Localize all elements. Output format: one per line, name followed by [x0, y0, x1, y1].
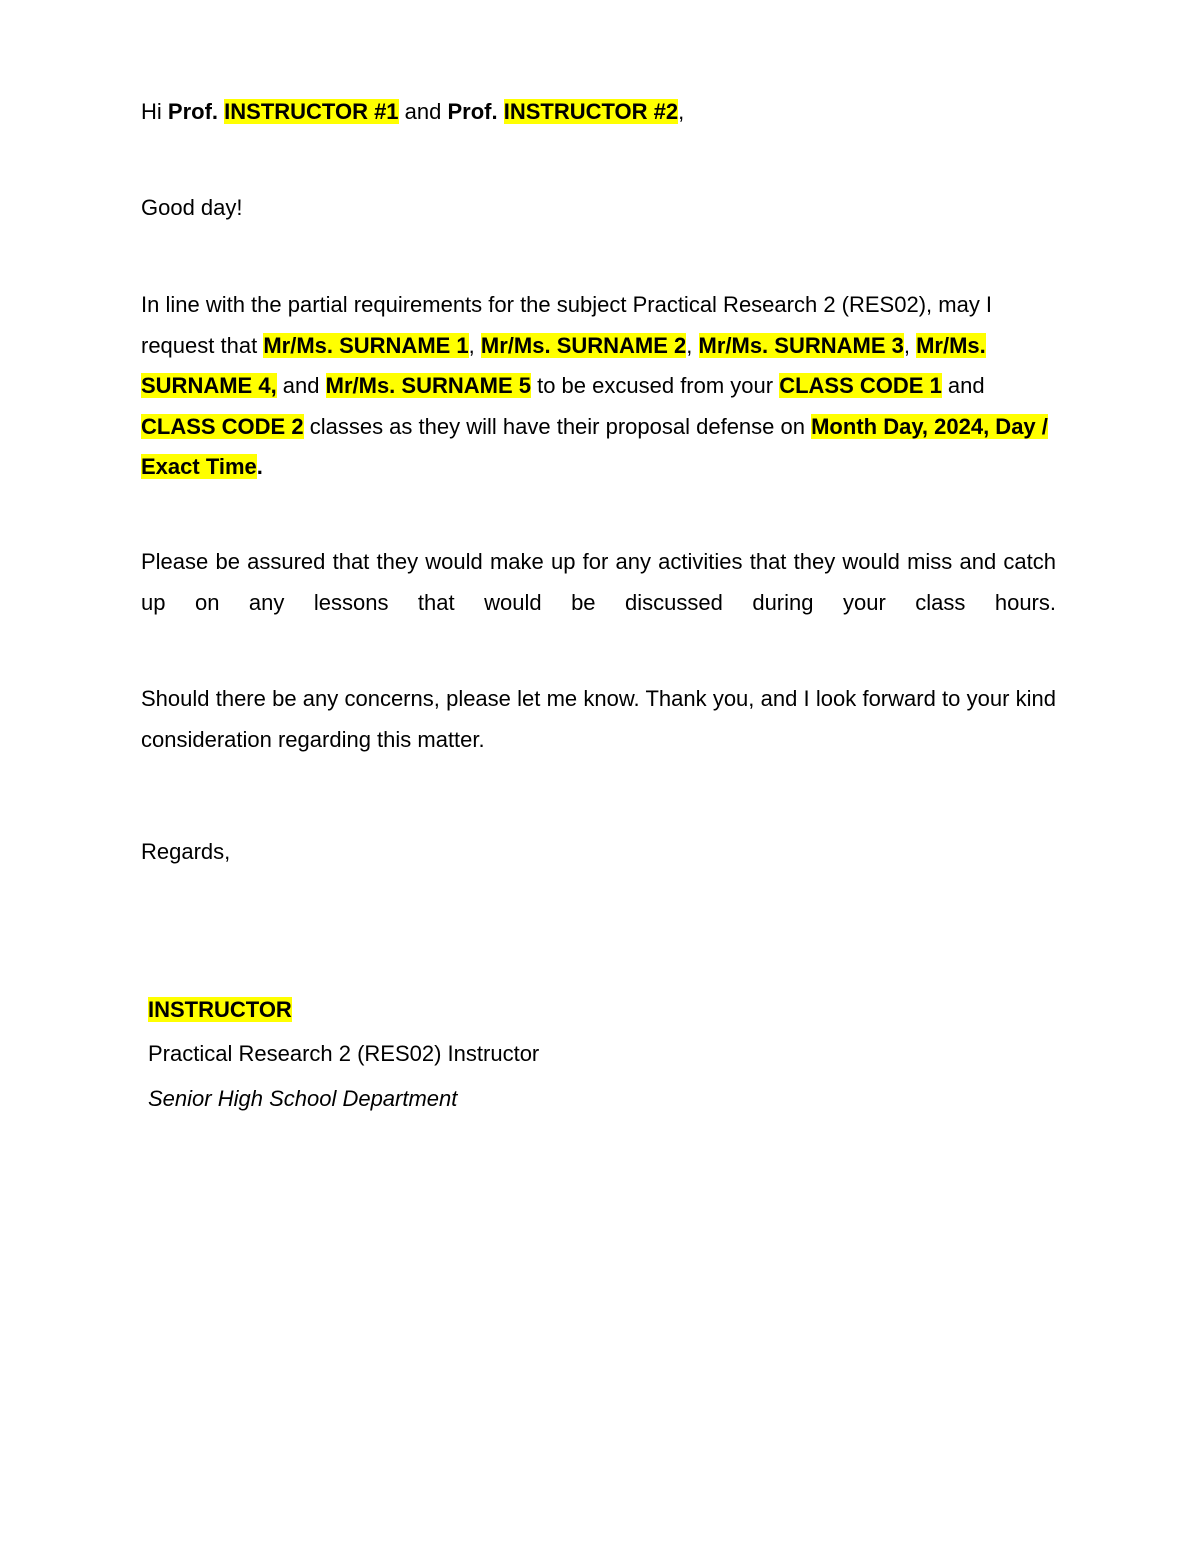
greeting-line — [141, 92, 1056, 133]
separator: and — [276, 373, 326, 398]
request-mid-3: classes as they will have their proposal defense on — [303, 413, 812, 439]
good-day-line: Good day! — [141, 195, 243, 220]
closing-line: Regards, — [141, 839, 231, 864]
request-end: . — [256, 454, 263, 479]
placeholder-instructor-1: INSTRUCTOR #1 — [224, 99, 399, 124]
greeting-and: and — [398, 99, 448, 124]
placeholder-class-code-2: CLASS CODE 2 — [141, 413, 304, 439]
concerns-paragraph: Should there be any concerns, please let me know. Thank you, and I look forward to your kind consideration regarding this matter. — [141, 686, 1056, 752]
placeholder-surname-2: Mr/Ms. SURNAME 2 — [480, 332, 687, 358]
greeting-prof-1: Prof. — [167, 99, 219, 124]
placeholder-surname-4: Mr/Ms. SURNAME 4, — [141, 332, 986, 398]
separator: , — [468, 332, 481, 358]
placeholder-instructor-2: INSTRUCTOR #2 — [503, 99, 679, 124]
request-paragraph — [141, 285, 1056, 488]
placeholder-surname-1: Mr/Ms. SURNAME 1 — [263, 332, 469, 358]
placeholder-date-time: Month Day, 2024, Day / Exact Time — [141, 413, 1048, 479]
signature-name — [148, 997, 292, 1023]
separator: , — [903, 332, 917, 358]
placeholder-surname-3: Mr/Ms. SURNAME 3 — [698, 332, 904, 358]
placeholder-class-code-1: CLASS CODE 1 — [779, 373, 942, 398]
greeting-hi: Hi — [141, 99, 168, 124]
request-mid-1: to be excused from your — [530, 373, 780, 398]
greeting-comma: , — [678, 99, 685, 124]
signature-department: Senior High School Department — [148, 1086, 458, 1111]
request-mid-2: and — [941, 373, 985, 398]
placeholder-instructor-name: INSTRUCTOR — [148, 997, 292, 1022]
greeting-prof-2: Prof. — [447, 99, 498, 124]
separator: , — [686, 332, 699, 358]
assurance-paragraph: Please be assured that they would make up for any activities that they would miss and catch up on any lessons that would be discussed during your class hours. — [141, 549, 1056, 615]
request-intro: In line with the partial requirements for the subject Practical Research 2 (RES02), may I request that — [141, 292, 993, 358]
signature-title: Practical Research 2 (RES02) Instructor — [148, 1041, 540, 1066]
placeholder-surname-5: Mr/Ms. SURNAME 5 — [325, 373, 531, 398]
